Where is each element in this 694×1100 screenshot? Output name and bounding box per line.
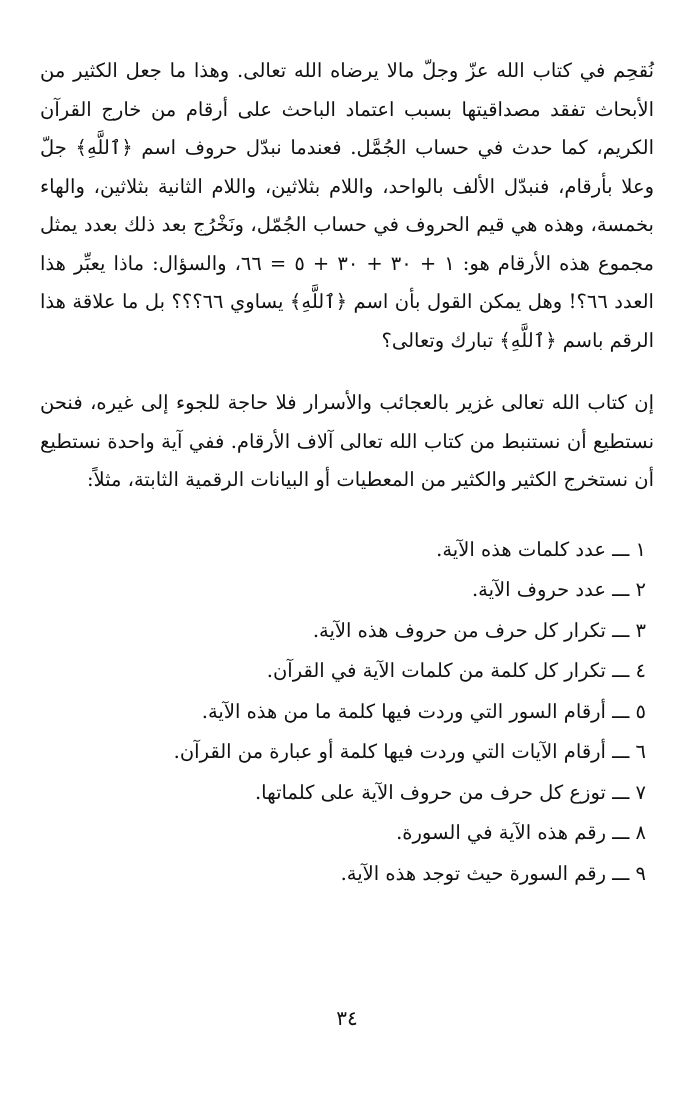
book-page	[40, 40, 654, 1060]
paragraph-2: إن كتاب الله تعالى غزير بالعجائب والأسرار فلا حاجة للجوء إلى غيره، فنحن نستطيع أن نستنبط من كتاب الله تعالى آلاف الأرقام. ففي آية واحدة نستطيع أن نستخرج الكثير والكثير من المعطيات أو البيانات الرقمية الثابتة، مثلاً:	[40, 391, 654, 491]
list-item: ١ ـــ عدد كلمات هذه الآية.	[436, 537, 646, 561]
list-item: ٥ ـــ أرقام السور التي وردت فيها كلمة ما من هذه الآية.	[201, 699, 646, 723]
list-item: ٧ ـــ توزع كل حرف من حروف الآية على كلماتها.	[254, 780, 646, 804]
list-item: ٦ ـــ أرقام الآيات التي وردت فيها كلمة أو عبارة من القرآن.	[173, 740, 646, 763]
numbered-list	[40, 530, 654, 895]
list-item: ٩ ـــ رقم السورة حيث توجد هذه الآية.	[340, 861, 646, 885]
page-number: ٣٤	[336, 1006, 358, 1030]
paragraph-1: نُقحِم في كتاب الله عزّ وجلّ مالا يرضاه الله تعالى. وهذا ما جعل الكثير من الأبحاث تفقد مصداقيتها بسبب اعتماد الباحث على أرقام من خارج القرآن الكريم، كما حدث في حساب الجُمَّل. فعندما نبدّل حروف اسم ﴿ٱللَّهِ﴾ جلّ وعلا بأرقام، فنبدّل الألف بالواحد، واللام بثلاثين، واللام الثانية بثلاثين، والهاء بخمسة، وهذه هي قيم الحروف في حساب الجُمّل، ونَخْرُج بعد ذلك بعدد يمثل مجموع هذه الأرقام هو: ١ + ٣٠ + ٣٠ + ٥ = ٦٦، والسؤال: ماذا يعبِّر هذا العدد ٦٦؟! وهل يمكن القول بأن اسم ﴿ٱللَّهِ﴾ يساوي ٦٦؟؟؟ بل ما علاقة هذا الرقم باسم ﴿ٱللَّهِ﴾ تبارك وتعالى؟	[40, 59, 654, 352]
list-item: ٨ ـــ رقم هذه الآية في السورة.	[396, 821, 646, 844]
list-item: ٢ ـــ عدد حروف الآية.	[471, 578, 646, 601]
list-item: ٤ ـــ تكرار كل كلمة من كلمات الآية في القرآن.	[266, 659, 646, 682]
list-item: ٣ ـــ تكرار كل حرف من حروف هذه الآية.	[312, 618, 646, 642]
